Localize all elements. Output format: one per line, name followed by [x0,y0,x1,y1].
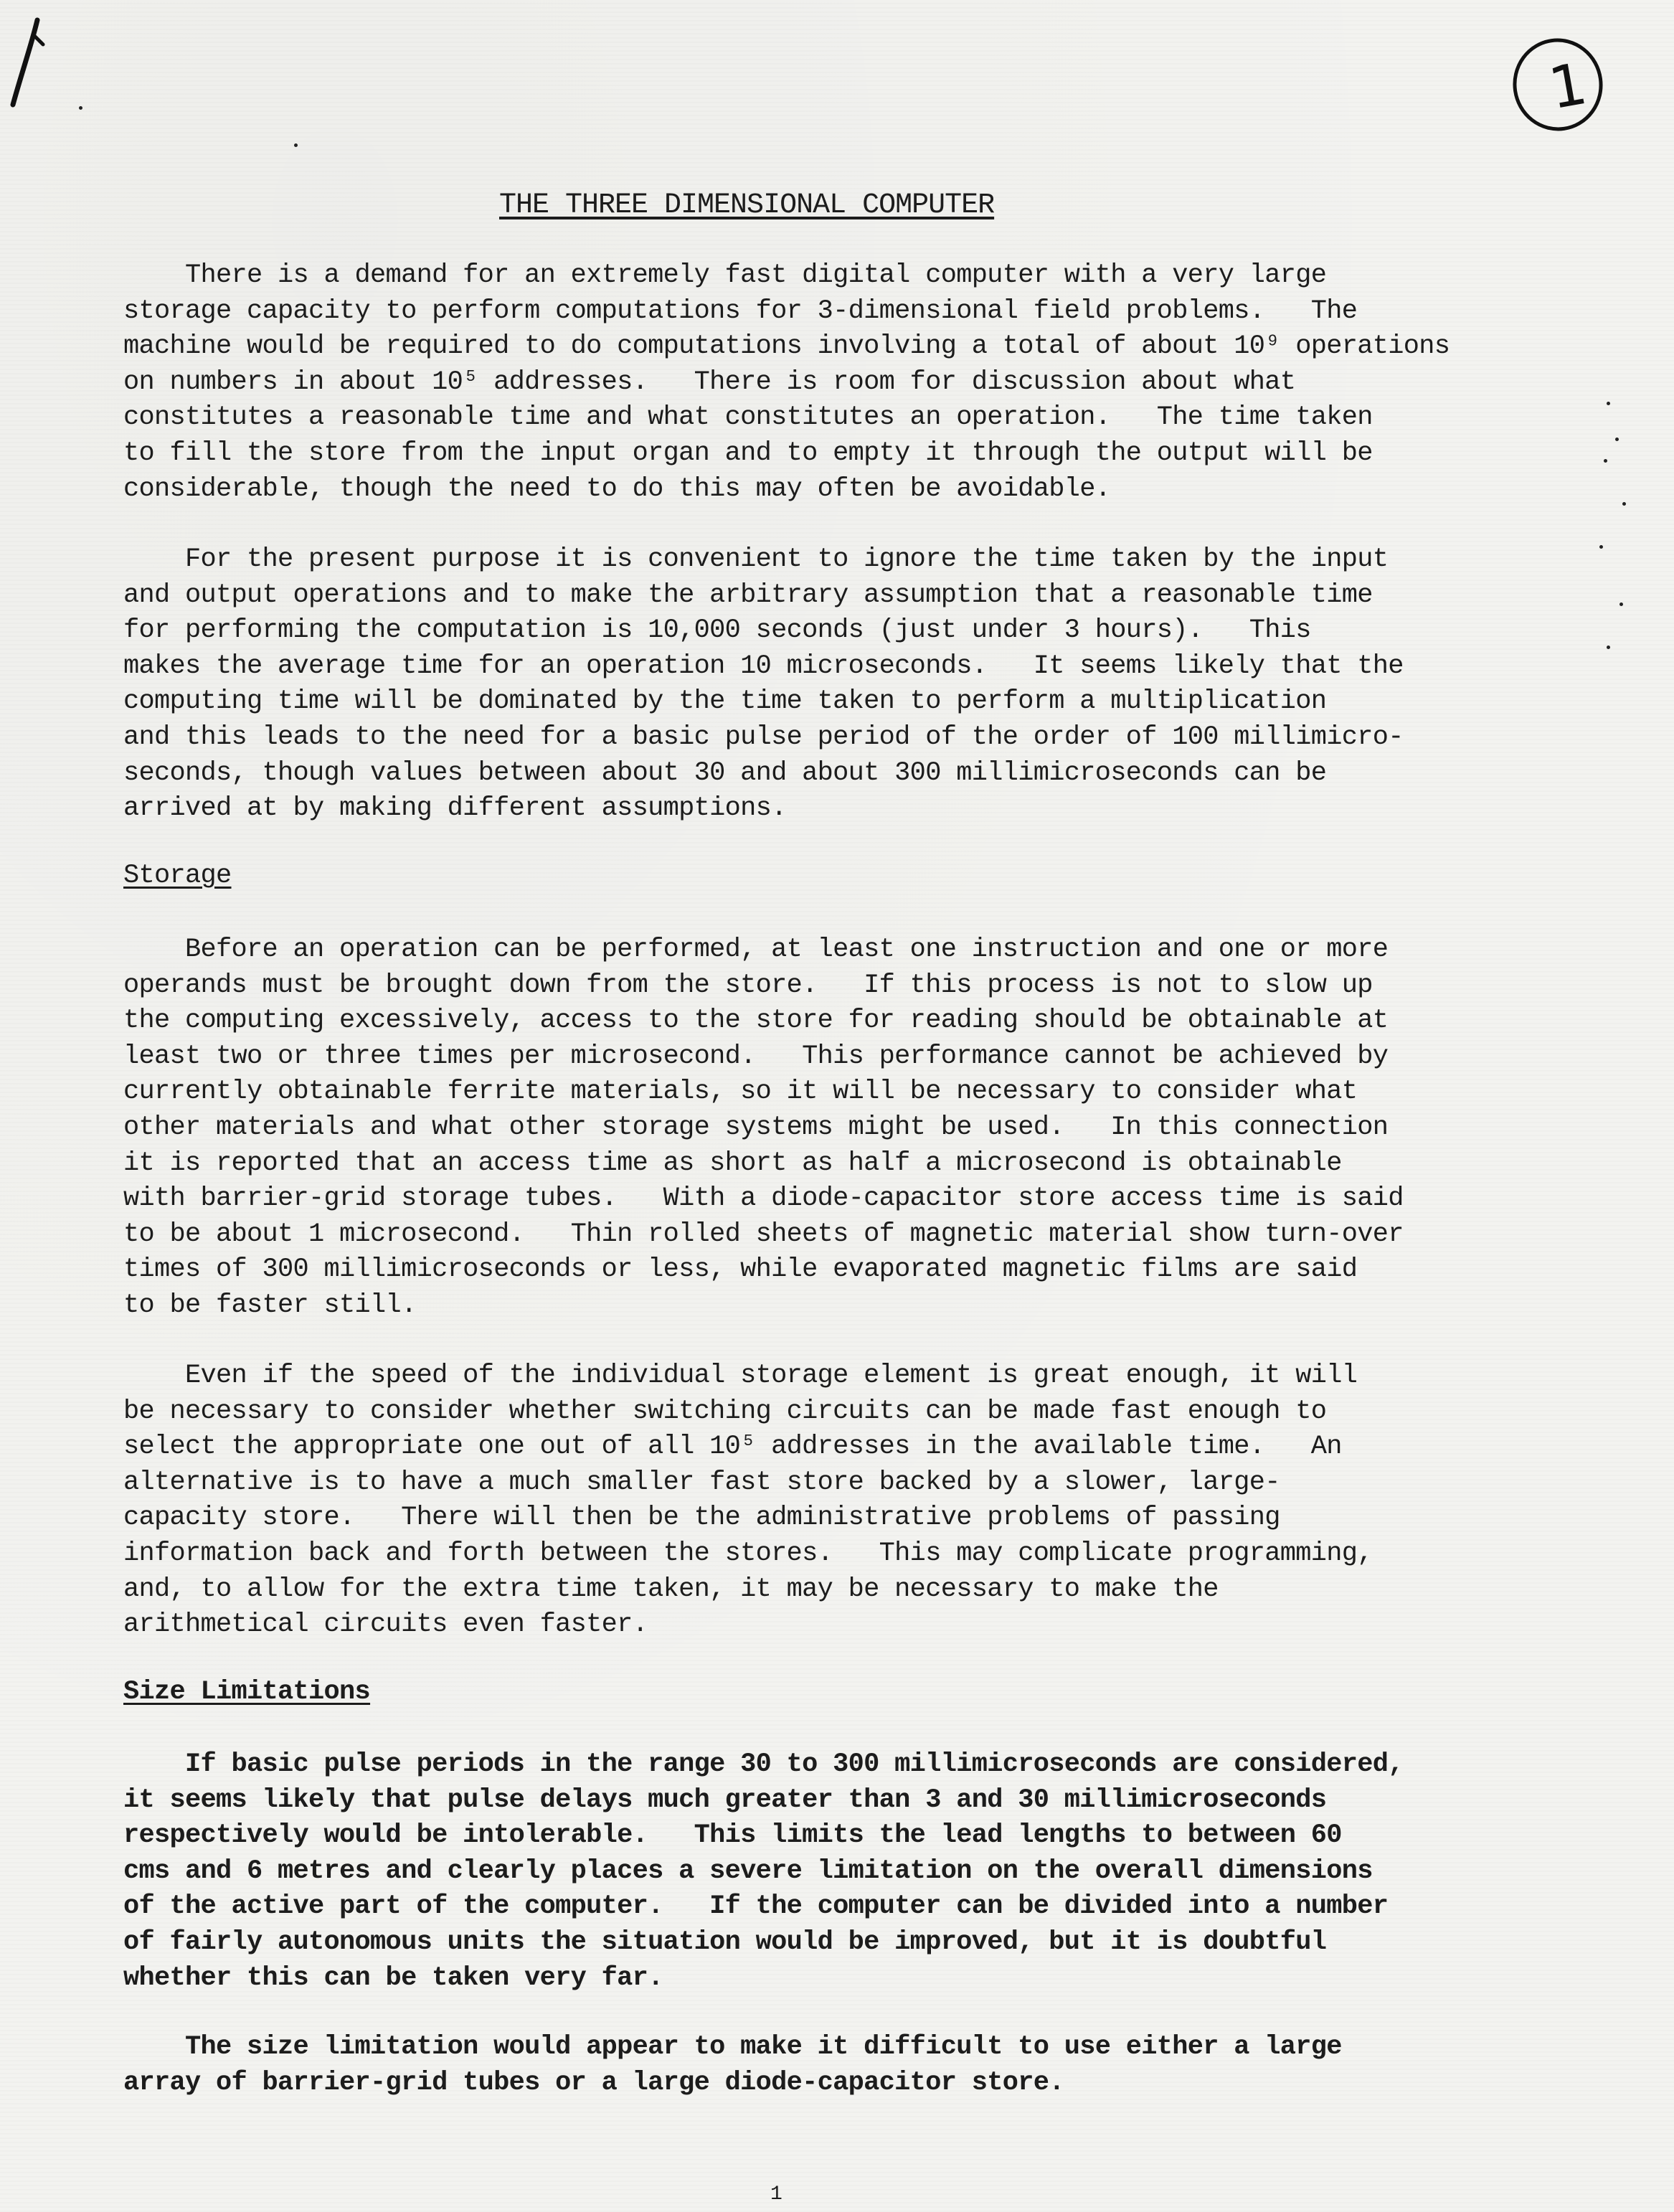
paragraph-switching: Even if the speed of the individual storage element is great enough, it will be necessary to consider whether switching circuits can be made fast enough to select the appropriate one out of all 10⁵ addresses in the available time. An alternative is to have a much smaller fast store backed by a slower, large- capacity store. There will then be the administrative problems of passing information back and forth between the stores. This may complicate programming, and, to allow for the extra time taken, it may be necessary to make the arithmetical circuits even faster. [123,1361,1373,1640]
paragraph-size-limits: If basic pulse periods in the range 30 to 300 millimicroseconds are considered, it seems likely that pulse delays much greater than 3 and 30 millimicroseconds respectively would be intolerable. This limits the lead lengths to between 60 cms and 6 metres and clearly places a severe limitation on the overall dimensions of the active part of the computer. If the computer can be divided into a number of fairly autonomous units the situation would be improved, but it is doubtful whether this can be taken very far. [123,1749,1404,1993]
footer-page-number: 1 [770,2183,782,2206]
page-number-text: 1 [1543,49,1592,123]
paragraph-intro: There is a demand for an extremely fast digital computer with a very large storage capacity to perform computations for 3-dimensional field problems. The machine would be required to do computations involving a total of about 10⁹ operations on numbers in about 10⁵ addresses. There is room for discussion about what constitutes a reasonable time and what constitutes an operation. The time taken to fill the store from the input organ and to empty it through the output will be considerable, though the need to do this may often be avoidable. [123,260,1450,504]
handwritten-slash-mark [6,16,49,109]
scan-speck [1615,438,1619,441]
heading-size-limitations: Size Limitations [123,1677,371,1707]
scan-speck [1604,459,1607,463]
handwritten-page-number [1505,29,1612,136]
paragraph-size-conclusion: The size limitation would appear to make it difficult to use either a large array of barrier-grid tubes or a large diode-capacitor store. [123,2032,1342,2098]
scan-speck [1607,402,1610,405]
scan-speck [1622,502,1626,506]
paragraph-storage-access: Before an operation can be performed, at least one instruction and one or more operands must be brought down from the store. If this process is not to slow up the computing excessively, access to the store for reading should be obtainable at least two or three times per microsecond. This performance cannot be achieved by currently obtainable ferrite materials, so it will be necessary to consider what other materials and what other storage systems might be used. In this connection it is reported that an access time as short as half a microsecond is obtainable with barrier-grid storage tubes. With a diode-capacitor store access time is said to be about 1 microsecond. Thin rolled sheets of magnetic material show turn-over times of 300 millimicroseconds or less, while evaporated magnetic films are said to be faster still. [123,935,1404,1320]
heading-storage: Storage [123,861,232,891]
scan-speck [79,106,82,110]
scan-speck [1599,545,1603,549]
scan-speck [1619,602,1623,606]
scan-speck [1607,646,1610,649]
paragraph-timing: For the present purpose it is convenient to ignore the time taken by the input and output operations and to make the arbitrary assumption that a reasonable time for performing the computation is 10,000 seconds (just under 3 hours). This makes the average time for an operation 10 microseconds. It seems likely that the computing time will be dominated by the time taken to perform a multiplication and this leads to the need for a basic pulse period of the order of 100 millimicro- seconds, though values between about 30 and about 300 millimicroseconds can be arrived at by making different assumptions. [123,544,1404,824]
scan-speck [294,143,298,147]
document-title: THE THREE DIMENSIONAL COMPUTER [499,189,995,222]
